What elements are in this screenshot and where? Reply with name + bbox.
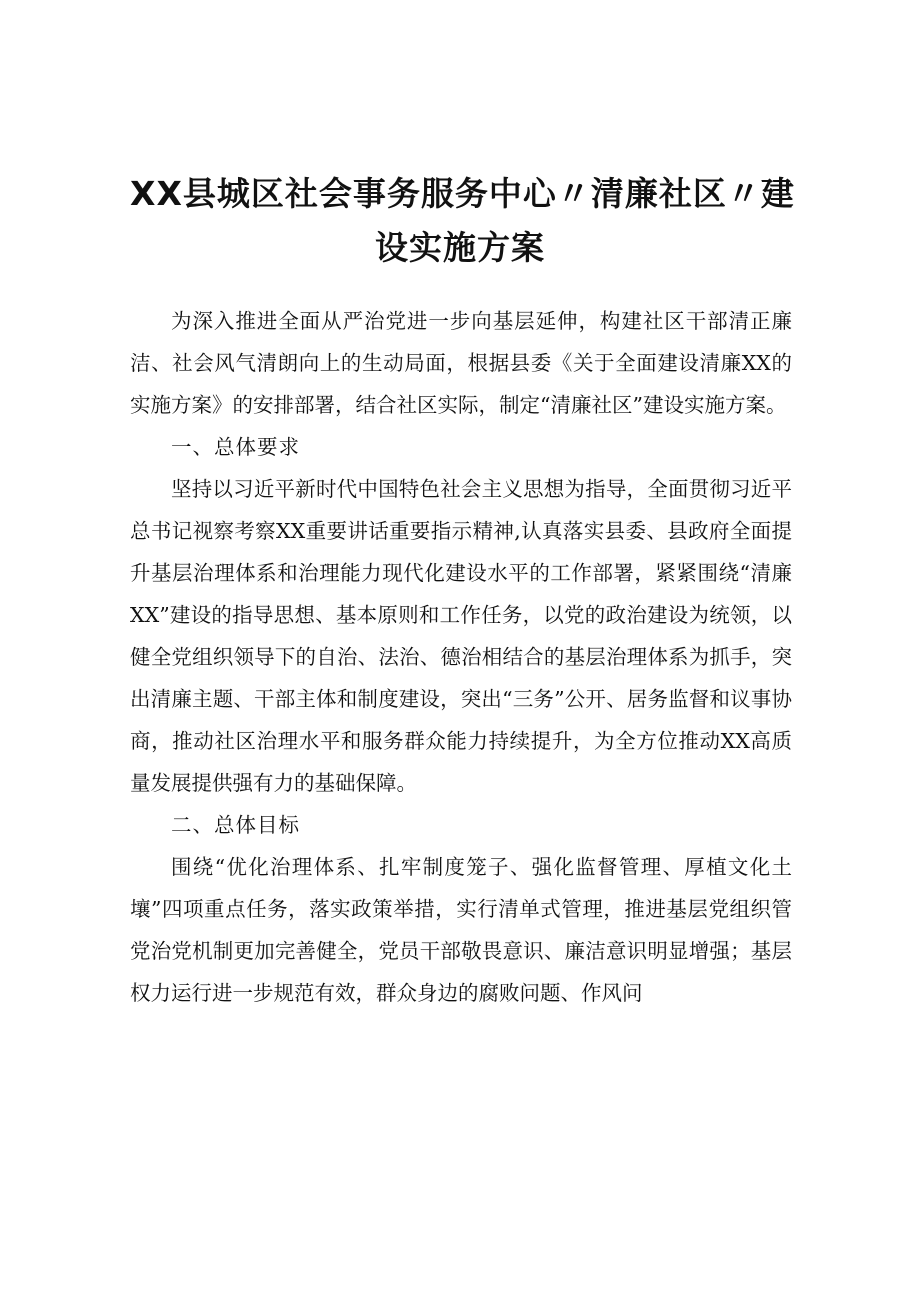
intro-paragraph: 为深入推进全面从严治党进一步向基层延伸，构建社区干部清正廉洁、社会风气清朗向上的生动局面，根据县委《关于全面建设清廉XX的实施方案》的安排部署，结合社区实际，制定“清廉社区”建设实施方案。: [130, 309, 792, 417]
requirements-paragraph: 坚持以习近平新时代中国特色社会主义思想为指导，全面贯彻习近平总书记视察考察XX重要讲话重要指示精神,认真落实县委、县政府全面提升基层治理体系和治理能力现代化建设水平的工作部署，紧紧围绕“清廉XX”建设的指导思想、基本原则和工作任务，以党的政治建设为统领，以健全党组织领导下的自治、法治、德治相结合的基层治理体系为抓手，突出清廉主题、干部主体和制度建设，突出“三务”公开、居务监督和议事协商，推动社区治理水平和服务群众能力持续提升，为全方位推动XX高质量发展提供强有力的基础保障。: [130, 477, 792, 795]
document-title-line-2: 设实施方案: [375, 228, 545, 267]
goals-paragraph: 围绕“优化治理体系、扎牢制度笼子、强化监督管理、厚植文化土壤”四项重点任务，落实政策举措，实行清单式管理，推进基层党组织管党治党机制更加完善健全，党员干部敬畏意识、廉洁意识明显增强；基层权力运行进一步规范有效，群众身边的腐败问题、作风问: [130, 855, 792, 1005]
section-heading-overall-requirements: 一、总体要求: [171, 435, 300, 459]
document-body: [130, 300, 792, 1014]
section-heading-overall-goals: 二、总体目标: [171, 813, 300, 837]
document-title-line-1: XX县城区社会事务服务中心〃清廉社区〃建: [130, 174, 795, 213]
